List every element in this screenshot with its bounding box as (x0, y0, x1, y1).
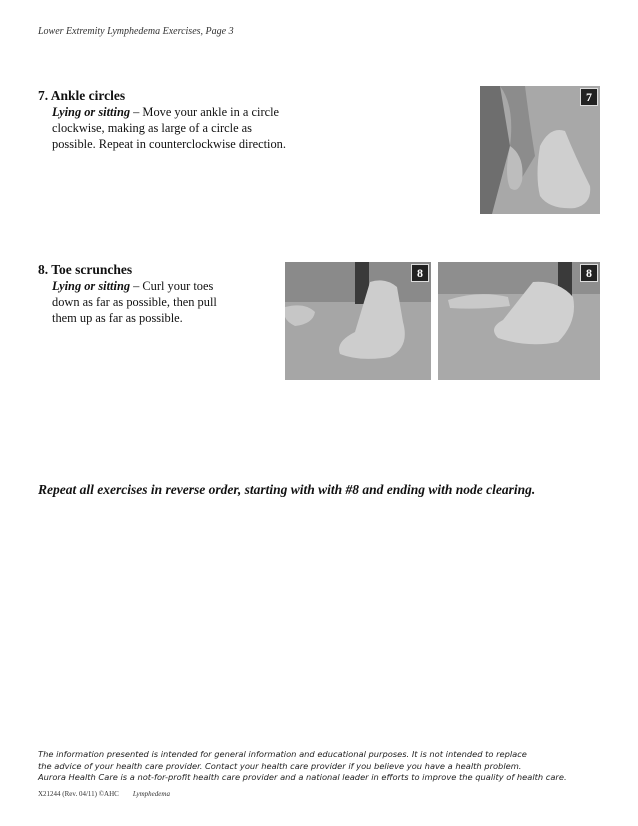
exercise-8-line2: down as far as possible, then pull (52, 295, 217, 309)
form-topic: Lymphedema (132, 790, 170, 798)
exercise-8-line3: them up as far as possible. (52, 311, 183, 325)
disclaimer (38, 749, 598, 784)
photo-7-badge: 7 (580, 88, 598, 106)
exercise-8-body (38, 278, 217, 326)
exercise-7-position: Lying or sitting (52, 105, 131, 119)
repeat-note: Repeat all exercises in reverse order, starting with with #8 and ending with node clearing. (38, 482, 536, 497)
disclaimer-line1: The information presented is intended for general information and educational purposes. It is not intended to replace (38, 749, 527, 759)
exercise-8 (38, 262, 217, 326)
disclaimer-line2: the advice of your health care provider. Contact your health care provider if you believe you have a health problem. (38, 760, 522, 771)
form-number: X21244 (Rev. 04/11) ©AHC (38, 790, 119, 798)
toe-scrunch-up-photo (438, 262, 600, 380)
exercise-8-title: 8. Toe scrunches (38, 262, 133, 277)
ankle-circle-photo (480, 86, 600, 214)
exercise-7-title: 7. Ankle circles (38, 88, 126, 103)
photo-8a-badge: 8 (411, 264, 429, 282)
exercise-7-line1: – Move your ankle in a circle (130, 105, 280, 119)
exercise-7 (38, 88, 286, 152)
disclaimer-line3: Aurora Health Care is a not-for-profit health care provider and a national leader in efforts to improve the quality of health care. (38, 772, 567, 782)
exercise-7-line3: possible. Repeat in counterclockwise direction. (52, 137, 286, 151)
exercise-7-line2: clockwise, making as large of a circle as (52, 121, 253, 135)
page-header: Lower Extremity Lymphedema Exercises, Page 3 (38, 26, 234, 37)
exercise-7-body (38, 104, 286, 152)
footer-code (38, 790, 184, 798)
exercise-8-line1: – Curl your toes (130, 279, 214, 293)
toe-scrunch-down-photo (285, 262, 431, 380)
exercise-8-position: Lying or sitting (52, 279, 131, 293)
photo-8b-badge: 8 (580, 264, 598, 282)
